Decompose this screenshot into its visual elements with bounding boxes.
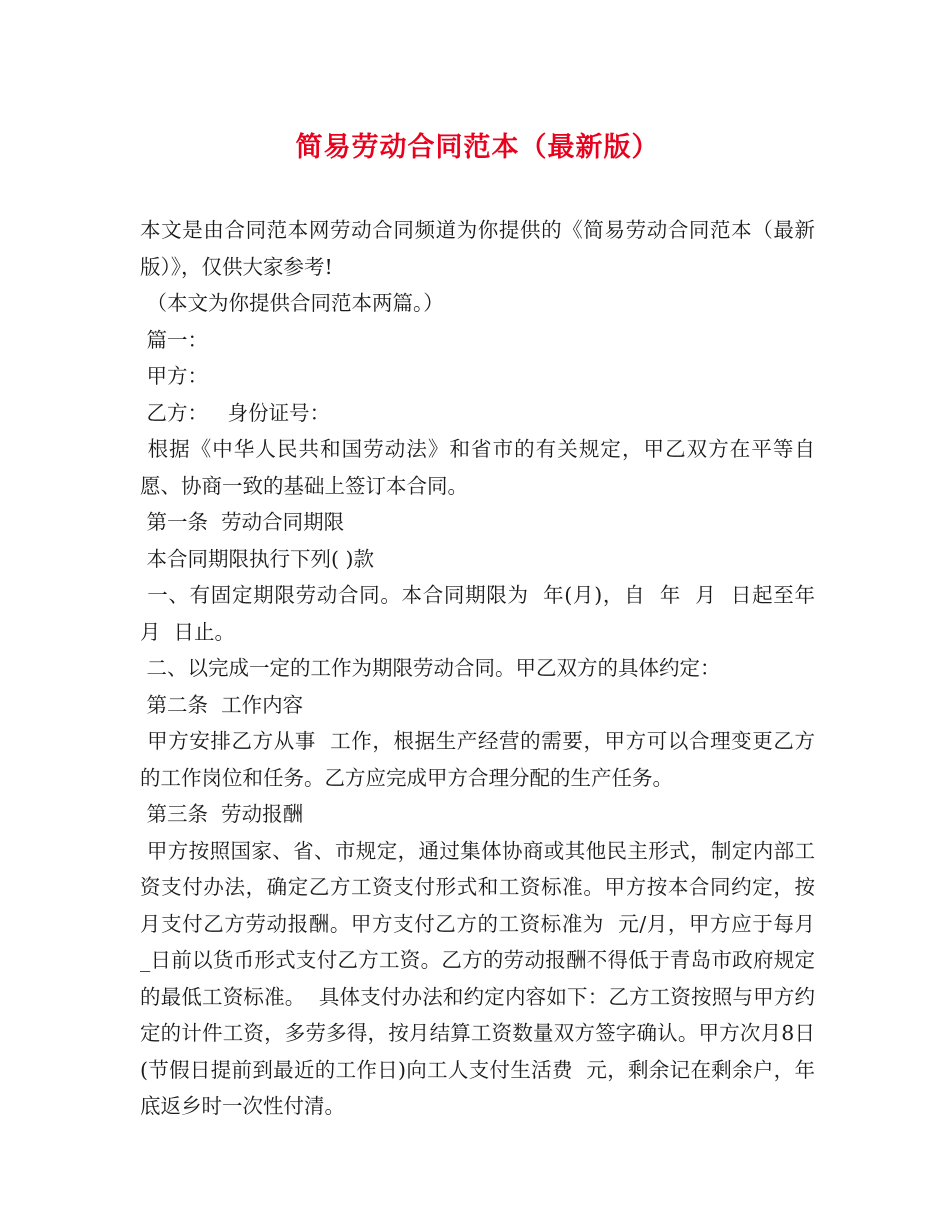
intro-paragraph: 本文是由合同范本网劳动合同频道为你提供的《简易劳动合同范本（最新版）》，仅供大家参考! [140, 218, 815, 279]
article-1-line: 本合同期限执行下列( )款 [140, 546, 375, 571]
party-b-line: 乙方： 身份证号： [140, 400, 331, 425]
article-1-item-2: 二、以完成一定的工作为期限劳动合同。甲乙双方的具体约定： [140, 656, 721, 680]
article-1-item-1: 一、有固定期限劳动合同。本合同期限为 年(月)，自 年 月 日起至年 月 日止。 [140, 583, 829, 644]
article-1-heading: 第一条 劳动合同期限 [140, 510, 345, 534]
article-3-paragraph: 甲方按照国家、省、市规定，通过集体协商或其他民主形式，制定内部工资支付办法，确定乙方工资支付形式和工资标准。甲方按本合同约定，按月支付乙方劳动报酬。甲方支付乙方的工资标准为 元/月，甲方应于每月 _日前以货币形式支付乙方工资。乙方的劳动报酬不得低于青岛市政府规定的最低工资标准。 具体支付办法和约定内容如下：乙方工资按照与甲方约定的计件工资，多劳多得，按月结算工资数量双方签字确认。甲方次月8日(节假日提前到最近的工作日)向工人支付生活费 元，剩余记在剩余户，年底返乡时一次性付清。 [140, 838, 829, 1118]
article-2-paragraph: 甲方安排乙方从事 工作，根据生产经营的需要，甲方可以合理变更乙方的工作岗位和任务。乙方应完成甲方合理分配的生产任务。 [140, 729, 815, 790]
article-2-heading: 第二条 工作内容 [140, 692, 304, 717]
section-heading-part-one: 篇一： [140, 327, 209, 352]
basis-paragraph: 根据《中华人民共和国劳动法》和省市的有关规定，甲乙双方在平等自愿、协商一致的基础上签订本合同。 [140, 437, 815, 498]
document-page [140, 0, 829, 1125]
article-3-heading: 第三条 劳动报酬 [140, 802, 304, 826]
document-body [140, 212, 829, 1125]
party-a-line: 甲方： [140, 364, 209, 388]
intro-note: （本文为你提供合同范本两篇。） [140, 291, 444, 315]
document-title: 简易劳动合同范本（最新版） [295, 132, 660, 163]
